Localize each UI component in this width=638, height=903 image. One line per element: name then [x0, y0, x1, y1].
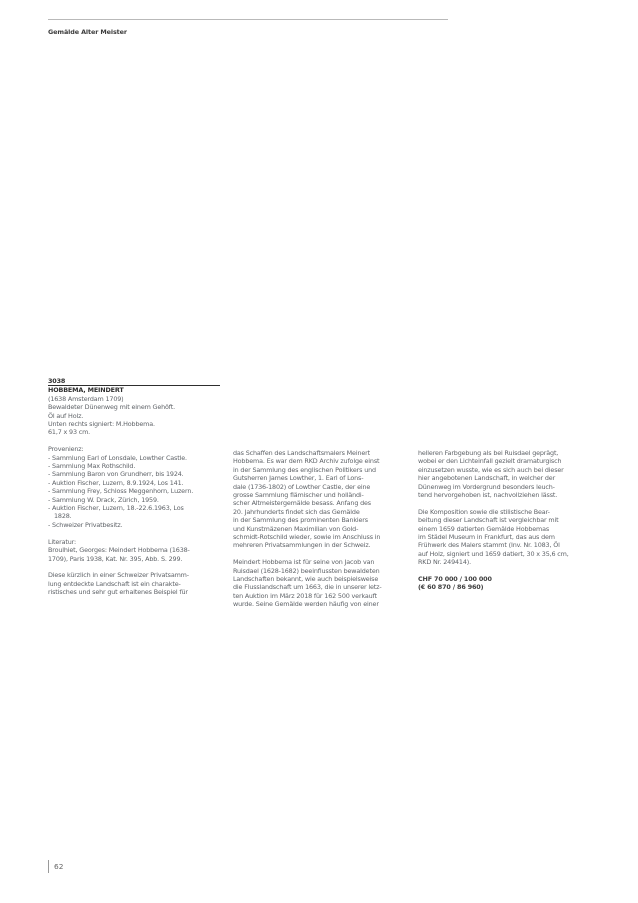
body-text-line: wurde. Seine Gemälde werden häufig von einer	[233, 600, 379, 609]
body-text-line: dale (1736-1802) of Lowther Castle, der eine	[233, 482, 371, 491]
body-text-line: in der Sammlung des prominenten Bankiers	[233, 516, 368, 525]
provenance-line: - Auktion Fischer, Luzern, 18.-22.6.1963, Los	[48, 504, 184, 513]
body-text-line: 20. Jahrhunderts findet sich das Gemälde	[233, 507, 360, 516]
body-text-line: ten Auktion im März 2018 für 162 500 verkauft	[233, 591, 377, 600]
body-text-line: Meindert Hobbema ist für seine von Jacob van	[233, 558, 375, 567]
provenance-line: - Sammlung Frey, Schloss Meggenhorn, Luzern.	[48, 487, 194, 496]
body-text-line: Gutsherren James Lowther, 1. Earl of Lons-	[233, 474, 364, 483]
body-text-line: einem 1659 datierten Gemälde Hobbemas	[418, 524, 550, 533]
body-text-line: in der Sammlung des englischen Politikers und	[233, 465, 376, 474]
body-text-line: schmidt-Rotschild wieder, sowie im Anschluss in	[233, 533, 381, 542]
provenance-heading: Provenienz:	[48, 445, 84, 454]
literature-line: Broulhiet, Georges: Meindert Hobbema (1638-	[48, 546, 190, 555]
body-text-line: Die Komposition sowie die stilistische Bear-	[418, 507, 550, 516]
body-text-line: hier angebotenen Landschaft, in welcher der	[418, 474, 556, 483]
provenance-line: - Sammlung Baron von Grundherr, bis 1924.	[48, 470, 184, 479]
lot-number: 3038	[48, 377, 66, 385]
body-text-line: wobei er den Lichteinfall gezielt dramaturgisch	[418, 457, 562, 466]
body-text-line: im Städel Museum in Frankfurt, das aus dem	[418, 533, 555, 542]
artwork-dimensions: 61,7 x 93 cm.	[48, 428, 91, 437]
artwork-medium: Öl auf Holz.	[48, 411, 84, 420]
body-text-line: helleren Farbgebung als bei Ruisdael geprägt,	[418, 449, 559, 457]
column-3	[418, 449, 596, 592]
artist-life: (1638 Amsterdam 1709)	[48, 394, 124, 403]
body-text-line: das Schaffen des Landschaftsmalers Meinert	[233, 449, 370, 457]
body-text-line: Ruisdael (1628-1682) beeinflussten bewaldeten	[233, 566, 380, 575]
body-text-line: Landschaften bekannt, wie auch beispielsweise	[233, 575, 379, 584]
provenance-line: - Schweizer Privatbesitz.	[48, 520, 123, 529]
body-text-line: Dünenweg im Vordergrund besonders leuch-	[418, 482, 555, 491]
provenance-line: - Sammlung Max Rothschild.	[48, 462, 136, 471]
body-text-line: tend hervorgehoben ist, nachvollziehen lässt.	[418, 491, 558, 500]
artist-name: HOBBEMA, MEINDERT	[48, 386, 124, 395]
artwork-title: Bewaldeter Dünenweg mit einem Gehöft.	[48, 403, 176, 412]
body-text-line: grosse Sammlung flämischer und holländi-	[233, 491, 364, 500]
body-text-line: scher Altmeistergemälde besass. Anfang des	[233, 499, 371, 508]
provenance-line: - Auktion Fischer, Luzern, 8.9.1924, Los 141.	[48, 478, 184, 487]
body-text-line: und Kunstmäzenen Maximilian von Gold-	[233, 524, 359, 533]
column-2	[233, 449, 411, 609]
body-text-line: Hobbema. Es war dem RKD Archiv zufolge einst	[233, 457, 380, 466]
body-text-line: lung entdeckte Landschaft ist ein charakte-	[48, 579, 181, 588]
literature-heading: Literatur:	[48, 537, 77, 546]
provenance-line: 1828.	[54, 512, 72, 521]
body-text-line: RKD Nr. 249414).	[418, 558, 471, 567]
body-text-line: Frühwerk des Malers stammt (Inv. Nr. 1083, Öl	[418, 541, 560, 550]
header-rule	[48, 19, 448, 20]
column-1	[48, 377, 228, 597]
literature-line: 1709), Paris 1938, Kat. Nr. 395, Abb. S. 299.	[48, 554, 183, 563]
estimate-eur: (€ 60 870 / 86 960)	[418, 583, 484, 592]
section-title: Gemälde Alter Meister	[48, 28, 127, 36]
body-text-line: mehreren Privatsammlungen in der Schweiz.	[233, 541, 371, 550]
body-text-line: die Flusslandschaft um 1663, die in unserer letz-	[233, 583, 382, 592]
provenance-line: - Sammlung W. Drack, Zürich, 1959.	[48, 495, 159, 504]
body-text-line: auf Holz, signiert und 1659 datiert, 30 x 35,6 cm,	[418, 549, 569, 558]
body-text-line: beitung dieser Landschaft ist vergleichbar mit	[418, 516, 559, 525]
artwork-signature: Unten rechts signiert: M.Hobbema.	[48, 420, 155, 429]
body-text-line: ristisches und sehr gut erhaltenes Beispiel für	[48, 588, 188, 597]
estimate-chf: CHF 70 000 / 100 000	[418, 575, 492, 584]
body-text-line: Diese kürzlich in einer Schweizer Privatsamm-	[48, 571, 189, 580]
provenance-line: - Sammlung Earl of Lonsdale, Lowther Castle.	[48, 453, 187, 462]
body-text-line: einzusetzen wusste, wie es sich auch bei dieser	[418, 465, 564, 474]
page-number-bar	[48, 860, 49, 873]
page-number: 62	[54, 862, 64, 871]
